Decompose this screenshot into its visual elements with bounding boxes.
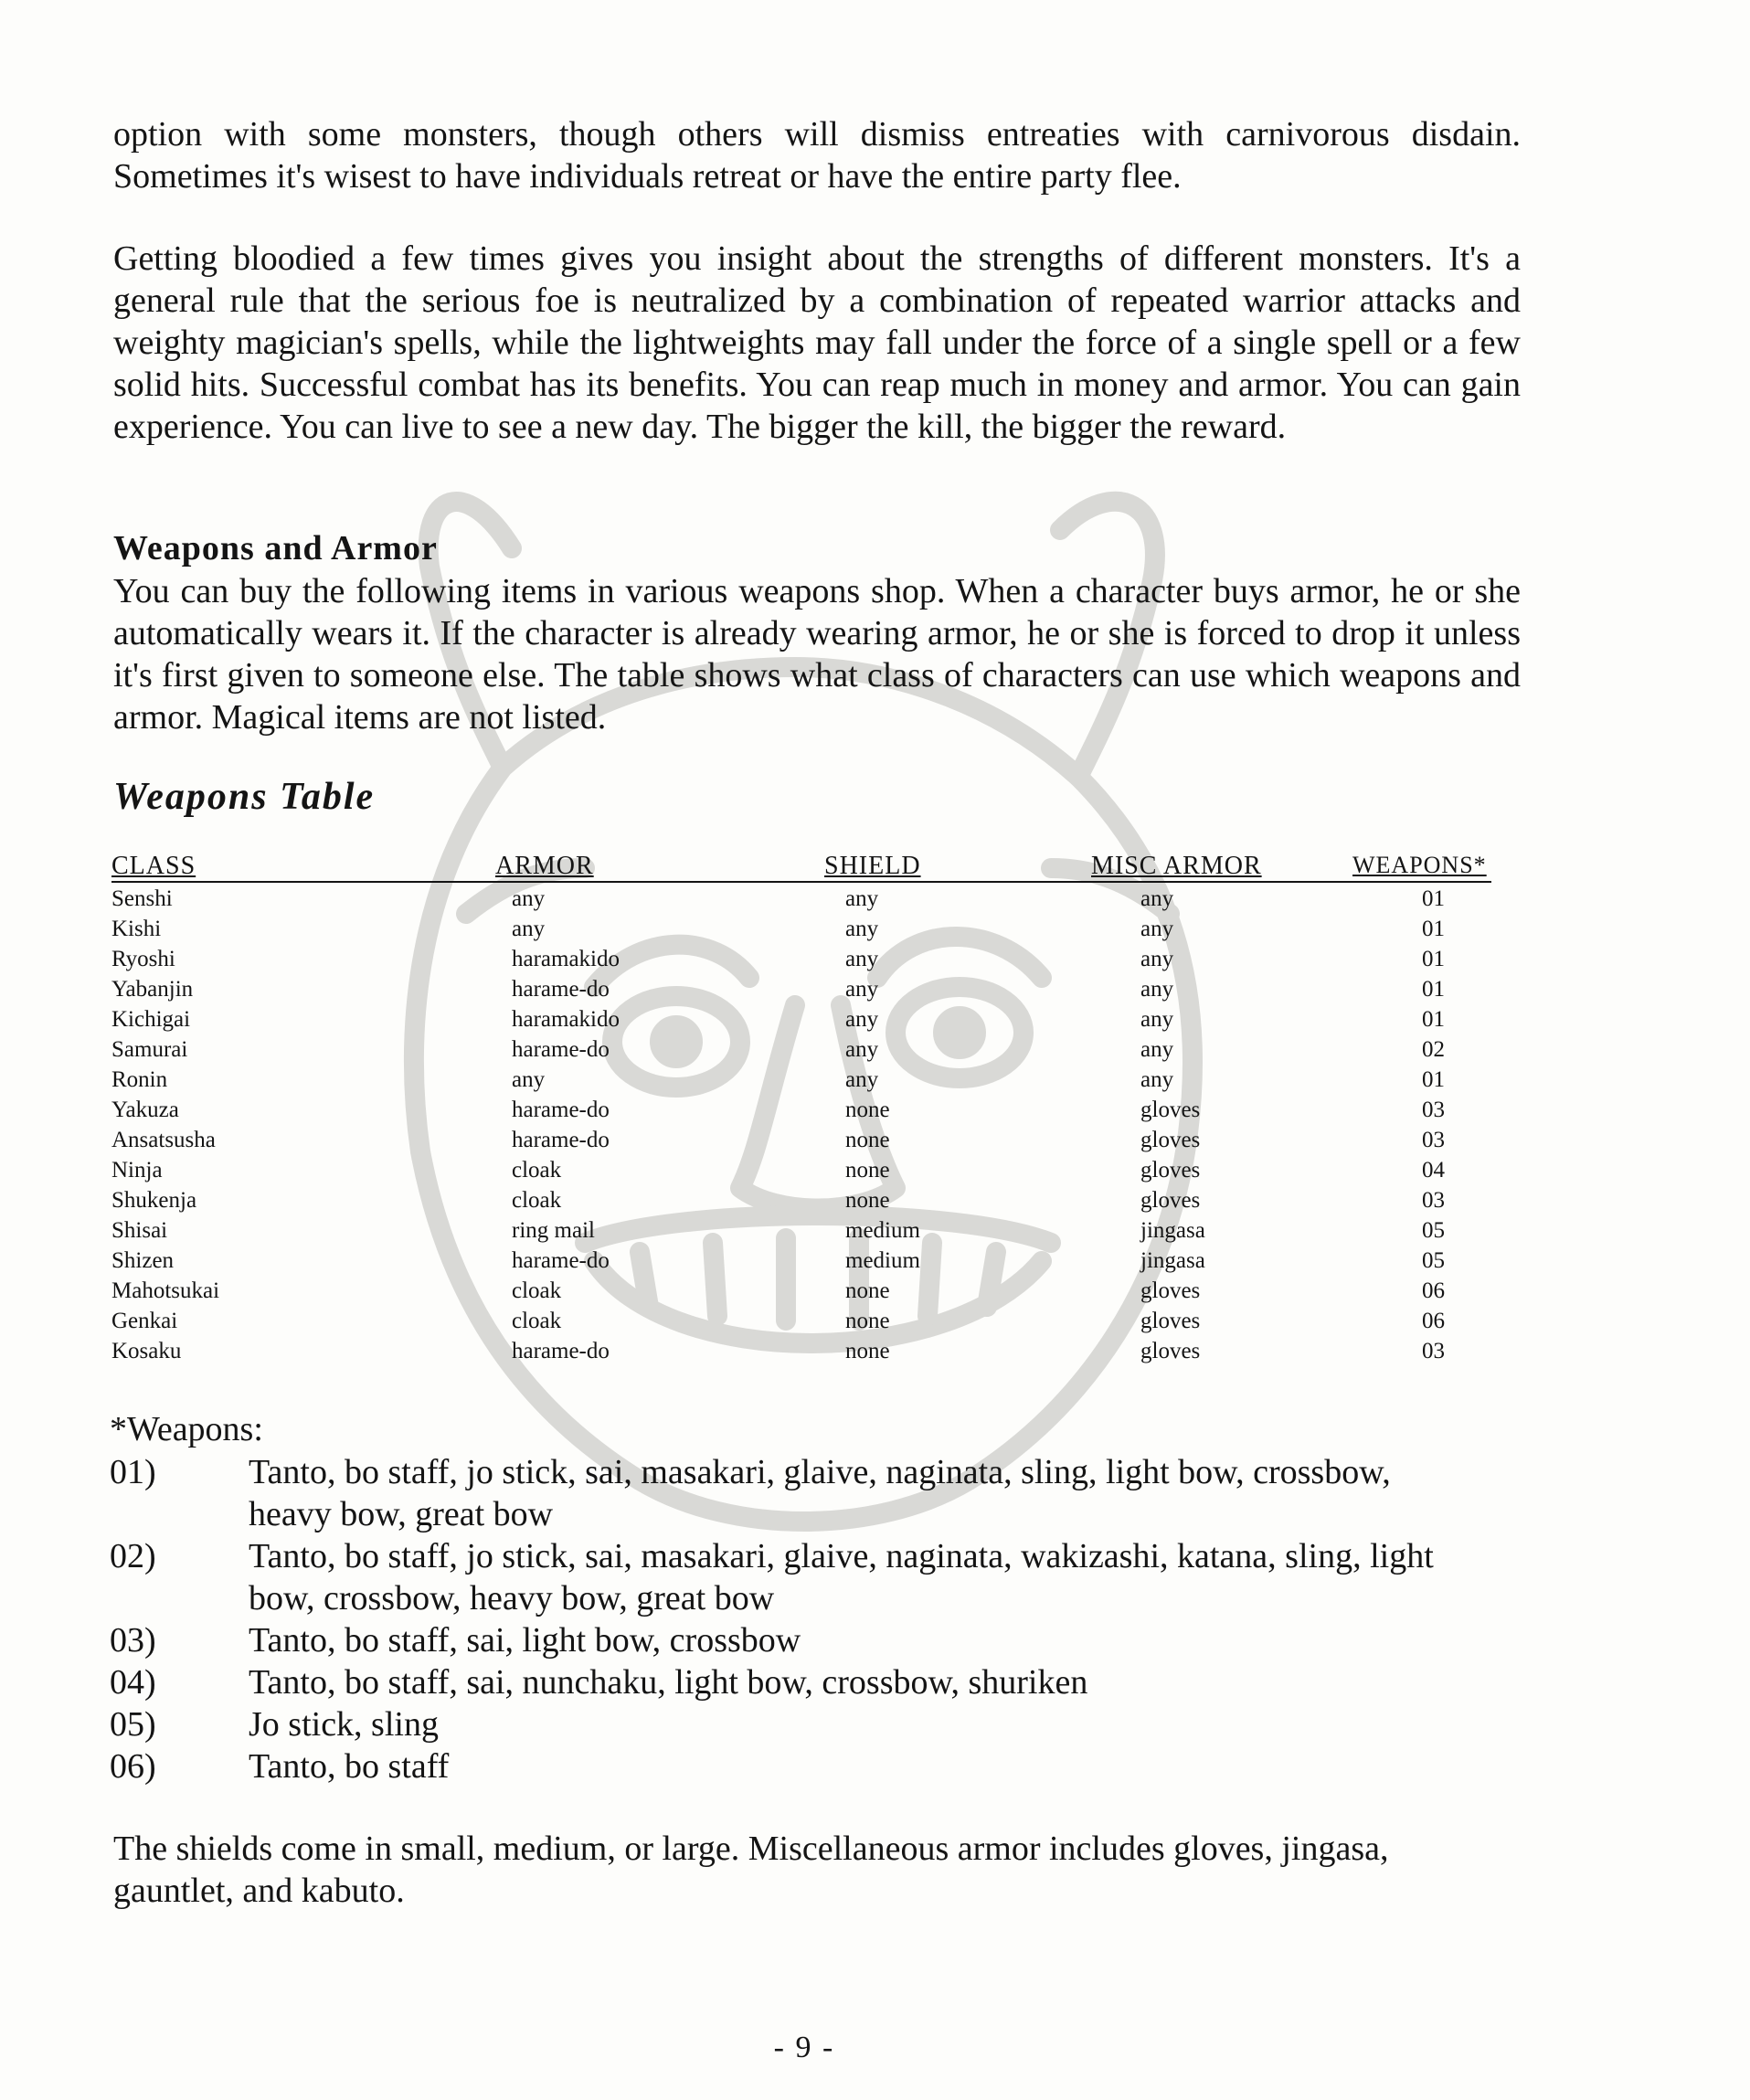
cell-shield: any <box>845 1067 879 1092</box>
cell-class: Mahotsukai <box>111 1278 220 1303</box>
cell-class: Kosaku <box>111 1339 182 1363</box>
header-class: CLASS <box>111 852 196 880</box>
cell-armor: harame-do <box>512 1098 610 1122</box>
cell-class: Shisai <box>111 1218 168 1243</box>
cell-armor: harame-do <box>512 1339 610 1363</box>
cell-armor: ring mail <box>512 1218 595 1243</box>
cell-weapons: 04 <box>1422 1158 1445 1183</box>
table-row <box>111 1128 1491 1158</box>
cell-misc-armor: gloves <box>1140 1128 1201 1152</box>
cell-misc-armor: any <box>1140 1007 1174 1032</box>
note-text: Tanto, bo staff, sai, nunchaku, light bow, crossbow, shuriken <box>249 1663 1088 1702</box>
cell-armor: any <box>512 1067 546 1092</box>
table-row <box>111 1067 1491 1098</box>
cell-weapons: 01 <box>1422 917 1445 941</box>
cell-weapons: 03 <box>1422 1128 1445 1152</box>
cell-weapons: 03 <box>1422 1098 1445 1122</box>
cell-class: Ansatsusha <box>111 1128 216 1152</box>
cell-weapons: 01 <box>1422 1067 1445 1092</box>
table-row <box>111 1248 1491 1278</box>
cell-misc-armor: jingasa <box>1140 1248 1205 1273</box>
note-text: Tanto, bo staff, sai, light bow, crossbow <box>249 1621 801 1660</box>
table-row <box>111 1188 1491 1218</box>
table-row <box>111 1098 1491 1128</box>
header-armor: ARMOR <box>495 852 594 880</box>
cell-weapons: 05 <box>1422 1248 1445 1273</box>
table-row <box>111 917 1491 947</box>
table-row <box>111 886 1491 917</box>
cell-class: Yakuza <box>111 1098 179 1122</box>
section-heading: Weapons and Armor <box>113 529 438 567</box>
note-number: 05) <box>110 1705 156 1744</box>
table-row <box>111 1037 1491 1067</box>
weapons-note-item <box>110 1661 1462 1703</box>
cell-weapons: 02 <box>1422 1037 1445 1062</box>
cell-class: Genkai <box>111 1309 178 1333</box>
cell-armor: harame-do <box>512 977 610 1002</box>
table-row <box>111 1218 1491 1248</box>
cell-misc-armor: gloves <box>1140 1309 1201 1333</box>
table-title: Weapons Table <box>113 776 376 818</box>
cell-misc-armor: gloves <box>1140 1158 1201 1183</box>
cell-weapons: 05 <box>1422 1218 1445 1243</box>
table-row <box>111 947 1491 977</box>
cell-armor: haramakido <box>512 947 620 971</box>
cell-armor: cloak <box>512 1188 562 1213</box>
weapons-note-item <box>110 1745 1462 1787</box>
cell-shield: medium <box>845 1248 920 1273</box>
cell-class: Ryoshi <box>111 947 175 971</box>
cell-shield: none <box>845 1128 890 1152</box>
cell-armor: any <box>512 886 546 911</box>
cell-misc-armor: gloves <box>1140 1339 1201 1363</box>
cell-shield: none <box>845 1339 890 1363</box>
header-weapons: WEAPONS* <box>1352 852 1487 878</box>
note-number: 06) <box>110 1747 156 1786</box>
note-text: Tanto, bo staff, jo stick, sai, masakari, glaive, naginata, sling, light bow, crossbow, heavy bow, great bow <box>249 1453 1391 1533</box>
cell-weapons: 01 <box>1422 1007 1445 1032</box>
cell-misc-armor: any <box>1140 977 1174 1002</box>
note-text: Tanto, bo staff, jo stick, sai, masakari, glaive, naginata, wakizashi, katana, sling, light bow, crossbow, heavy bow, great bow <box>249 1537 1434 1617</box>
note-number: 02) <box>110 1537 156 1575</box>
cell-shield: any <box>845 1037 879 1062</box>
cell-class: Samurai <box>111 1037 188 1062</box>
cell-class: Senshi <box>111 886 173 911</box>
cell-shield: none <box>845 1309 890 1333</box>
cell-armor: harame-do <box>512 1037 610 1062</box>
cell-misc-armor: any <box>1140 917 1174 941</box>
cell-class: Ninja <box>111 1158 163 1183</box>
header-rule <box>111 881 1491 883</box>
cell-weapons: 03 <box>1422 1188 1445 1213</box>
cell-misc-armor: jingasa <box>1140 1218 1205 1243</box>
table-row <box>111 1339 1491 1369</box>
weapons-note-item <box>110 1535 1462 1619</box>
note-number: 01) <box>110 1453 156 1491</box>
cell-weapons: 01 <box>1422 947 1445 971</box>
table-row <box>111 1278 1491 1309</box>
header-misc-armor: MISC ARMOR <box>1091 852 1262 880</box>
weapons-note-item <box>110 1619 1462 1661</box>
cell-armor: harame-do <box>512 1248 610 1273</box>
weapons-note-item <box>110 1703 1462 1745</box>
cell-shield: any <box>845 947 879 971</box>
cell-weapons: 01 <box>1422 886 1445 911</box>
cell-shield: any <box>845 917 879 941</box>
cell-shield: any <box>845 1007 879 1032</box>
cell-misc-armor: gloves <box>1140 1098 1201 1122</box>
cell-armor: cloak <box>512 1158 562 1183</box>
cell-shield: any <box>845 977 879 1002</box>
cell-class: Shizen <box>111 1248 175 1273</box>
table-row <box>111 1158 1491 1188</box>
cell-misc-armor: gloves <box>1140 1188 1201 1213</box>
closing-paragraph: The shields come in small, medium, or large. Miscellaneous armor includes gloves, jingasa, gauntlet, and kabuto. <box>113 1830 1389 1910</box>
cell-shield: none <box>845 1278 890 1303</box>
cell-misc-armor: any <box>1140 1037 1174 1062</box>
table-row <box>111 1007 1491 1037</box>
cell-weapons: 06 <box>1422 1309 1445 1333</box>
cell-weapons: 06 <box>1422 1278 1445 1303</box>
cell-misc-armor: gloves <box>1140 1278 1201 1303</box>
cell-shield: medium <box>845 1218 920 1243</box>
cell-armor: cloak <box>512 1278 562 1303</box>
cell-class: Kishi <box>111 917 162 941</box>
cell-shield: none <box>845 1188 890 1213</box>
intro-paragraph: option with some monsters, though others will dismiss entreaties with carnivorous disdain. Sometimes it's wisest to have individuals retreat or have the entire party flee. <box>113 115 1521 196</box>
weapons-notes-list <box>110 1451 1462 1787</box>
note-text: Jo stick, sling <box>249 1705 439 1744</box>
weapons-table <box>111 852 1491 1369</box>
table-row <box>111 1309 1491 1339</box>
cell-weapons: 03 <box>1422 1339 1445 1363</box>
cell-class: Kichigai <box>111 1007 191 1032</box>
cell-class: Ronin <box>111 1067 168 1092</box>
cell-shield: any <box>845 886 879 911</box>
cell-misc-armor: any <box>1140 886 1174 911</box>
note-number: 03) <box>110 1621 156 1660</box>
header-shield: SHIELD <box>824 852 921 880</box>
cell-weapons: 01 <box>1422 977 1445 1002</box>
cell-misc-armor: any <box>1140 1067 1174 1092</box>
combat-paragraph: Getting bloodied a few times gives you insight about the strengths of different monsters. It's a general rule that the serious foe is neutralized by a combination of repeated warrior attacks and weighty magician's spells, while the lightweights may fall under the force of a single spell or a few solid hits. Successful combat has its benefits. You can reap much in money and armor. You can gain experience. You can live to see a new day. The bigger the kill, the bigger the reward. <box>113 239 1521 446</box>
cell-armor: harame-do <box>512 1128 610 1152</box>
cell-class: Shukenja <box>111 1188 197 1213</box>
weapons-note-item <box>110 1451 1462 1535</box>
cell-misc-armor: any <box>1140 947 1174 971</box>
table-row <box>111 977 1491 1007</box>
table-header <box>111 852 1491 886</box>
weapons-notes-title: *Weapons: <box>110 1410 263 1448</box>
cell-armor: haramakido <box>512 1007 620 1032</box>
section-paragraph: You can buy the following items in various weapons shop. When a character buys armor, he or she automatically wears it. If the character is already wearing armor, he or she is forced to drop it unless it's first given to someone else. The table shows what class of characters can use which weapons and armor. Magical items are not listed. <box>113 572 1521 737</box>
note-text: Tanto, bo staff <box>249 1747 450 1786</box>
page-number: - 9 - <box>773 2031 835 2064</box>
table-body <box>111 886 1491 1369</box>
cell-shield: none <box>845 1098 890 1122</box>
cell-armor: cloak <box>512 1309 562 1333</box>
cell-class: Yabanjin <box>111 977 194 1002</box>
note-number: 04) <box>110 1663 156 1702</box>
cell-armor: any <box>512 917 546 941</box>
cell-shield: none <box>845 1158 890 1183</box>
